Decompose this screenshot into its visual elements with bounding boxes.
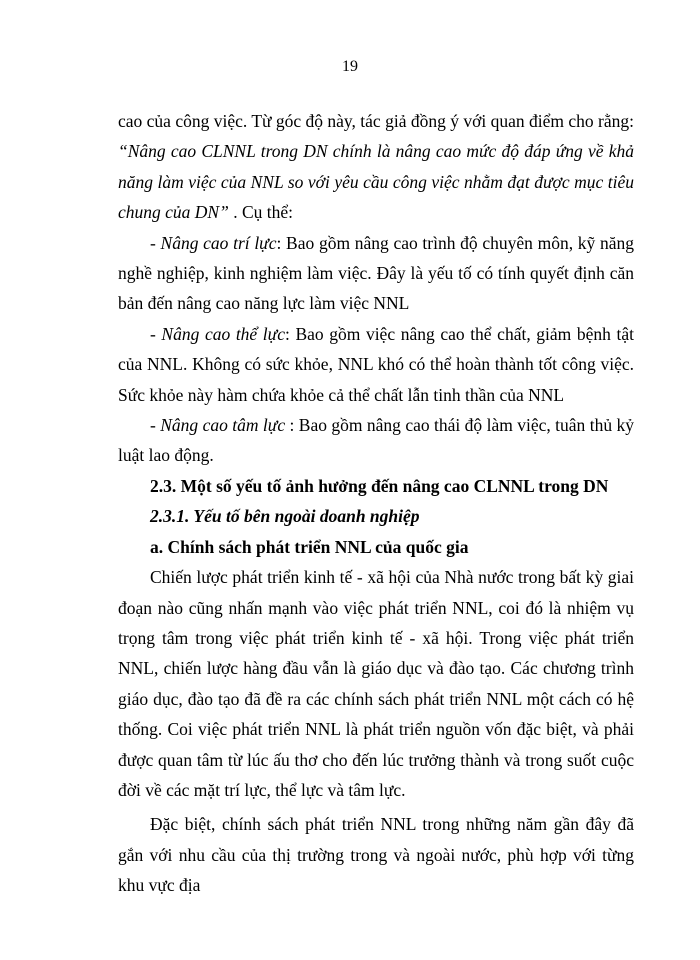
list-item-label: - Nâng cao trí lực: [150, 232, 277, 253]
page-content: [118, 106, 634, 901]
page-number: 19: [342, 58, 358, 75]
intro-text: cao của công việc. Từ góc độ này, tác giả đồng ý với quan điểm cho rằng:: [118, 111, 634, 131]
intro-paragraph: [118, 106, 634, 228]
list-item-the-luc: [118, 319, 634, 410]
subsection-heading: 2.3.1. Yếu tố bên ngoài doanh nghiệp: [150, 506, 420, 527]
body-paragraph: Chiến lược phát triển kinh tế - xã hội của Nhà nước trong bất kỳ giai đoạn nào cũng nhấn mạnh vào việc phát triển NNL, coi đó là nhiệm vụ trọng tâm trong việc phát triển kinh tế - xã hội. Trong việc phát triển NNL, chiến lược hàng đầu vẫn là giáo dục và đào tạo. Các chương trình giáo dục, đào tạo đã đề ra các chính sách phát triển NNL một cách có hệ thống. Coi việc phát triển NNL là phát triển nguồn vốn đặc biệt, và phải được quan tâm từ lúc ấu thơ cho đến lúc trưởng thành và trong suốt cuộc đời về các mặt trí lực, thể lực và tâm lực.: [118, 567, 634, 800]
sub-a-heading: a. Chính sách phát triển NNL của quốc gia: [150, 536, 469, 557]
list-item-text: : Bao gồm nâng cao thái độ làm việc, tuân thủ kỷ luật lao động.: [118, 415, 634, 466]
list-item-label: - Nâng cao tâm lực: [150, 415, 286, 436]
list-item-tam-luc: [118, 410, 634, 471]
section-heading: 2.3. Một số yếu tố ảnh hưởng đến nâng cao CLNNL trong DN: [150, 475, 609, 496]
list-item-text: : Bao gồm việc nâng cao thể chất, giảm bệnh tật của NNL. Không có sức khỏe, NNL khó có thể hoàn thành tốt công việc. Sức khỏe này hàm chứa khỏe cả thể chất lẫn tinh thần của NNL: [118, 323, 635, 405]
body-paragraph: Đặc biệt, chính sách phát triển NNL trong những năm gần đây đã gắn với nhu cầu của thị trường trong và ngoài nước, phù hợp với từng khu vực địa: [118, 814, 634, 896]
list-item-label: - Nâng cao thể lực: [150, 323, 285, 344]
list-item-tri-luc: [118, 228, 634, 319]
intro-tail: . Cụ thể:: [228, 202, 293, 223]
definition-quote: “Nâng cao CLNNL trong DN chính là nâng cao mức độ đáp ứng về khả năng làm việc của NNL so với yêu cầu công việc nhằm đạt được mục tiêu chung của DN”: [118, 141, 634, 223]
list-item-text: : Bao gồm nâng cao trình độ chuyên môn, kỹ năng nghề nghiệp, kinh nghiệm làm việc. Đây là yếu tố có tính quyết định căn bản đến nâng cao năng lực làm việc NNL: [118, 232, 634, 314]
